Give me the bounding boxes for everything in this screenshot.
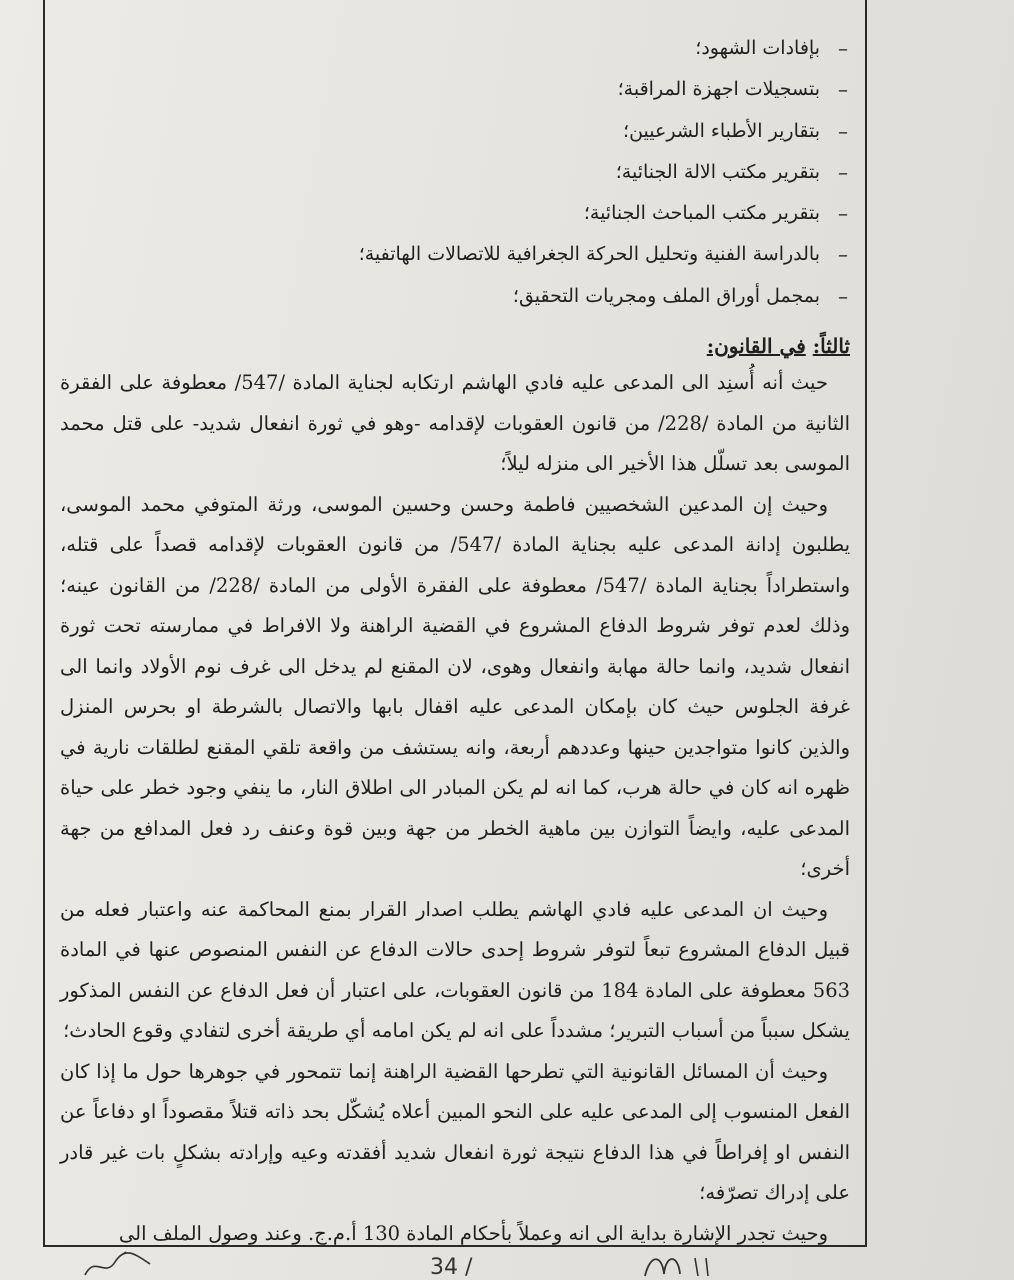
- bullet-dash-icon: –: [838, 159, 848, 184]
- section-title: في القانون:: [706, 334, 806, 359]
- page-number: 34 /: [430, 1255, 473, 1280]
- paragraph: وحيث ان المدعى عليه فادي الهاشم يطلب اصدار القرار بمنع المحاكمة عنه واعتبار فعله من قبيل الدفاع المشروع تبعاً لتوفر شروط إحدى حالات الدفاع عن النفس المنصوص عنها في المادة 563 معطوفة على المادة 184 من قانون العقوبات، على اعتبار أن فعل الدفاع عن النفس المذكور يشكل سبباً من أسباب التبرير؛ مشدداً على انه لم يكن امامه أي طريقة أخرى لتفادي وقوع الحادث؛: [60, 897, 851, 1043]
- list-item: [60, 152, 850, 193]
- bullet-dash-icon: –: [838, 201, 848, 226]
- list-item-text: بتقارير الأطباء الشرعيين؛: [623, 119, 820, 142]
- paragraph: وحيث أن المسائل القانونية التي تطرحها القضية الراهنة إنما تتمحور في جوهرها حول ما إذا كان الفعل المنسوب إلى المدعى عليه على النحو المبين أعلاه يُشكّل بحد ذاته قتلاً مقصوداً او دفاعاً عن النفس او إفراطاً في هذا الدفاع نتيجة ثورة انفعال شديد أفقدته وعيه وإرادته بشكلٍ بات غير قادر على إدراك تصرّفه؛: [60, 1059, 850, 1205]
- list-item-text: بتقرير مكتب الالة الجنائية؛: [615, 160, 820, 183]
- bullet-dash-icon: –: [838, 36, 848, 60]
- document-body: [60, 28, 850, 1254]
- bullet-dash-icon: –: [838, 283, 848, 308]
- list-item: [60, 276, 850, 317]
- section-number: ثالثاً:: [812, 334, 850, 359]
- paragraph: حيث أنه أُسنِد الى المدعى عليه فادي الهاشم ارتكابه لجناية المادة /547/ معطوفة على الفقرة الثانية من المادة /228/ من قانون العقوبات لإقدامه -وهو في ثورة انفعال شديد- على قتل محمد الموسى بعد تسلّل هذا الأخير الى منزله ليلاً؛: [60, 371, 850, 476]
- list-item-text: بتقرير مكتب المباحث الجنائية؛: [583, 202, 820, 225]
- paragraph: وحيث إن المدعين الشخصيين فاطمة وحسن وحسين الموسى، ورثة المتوفي محمد الموسى، يطلبون إدانة المدعى عليه بجناية المادة /547/ من قانون العقوبات لإقدامه قصداً على قتله، واستطراداً بجناية المادة /547/ معطوفة على الفقرة الأولى من المادة /228/ من القانون عينه؛ وذلك لعدم توفر شروط الدفاع المشروع في القضية الراهنة ولا الافراط في ممارسته تحت ثورة انفعال شديد، وانما حالة مهابة وانفعال وهوى، لان المقنع لم يدخل الى غرف نوم الأولاد وانما الى غرفة الجلوس حيث كان بإمكان المدعى عليه اقفال بابها والاتصال بالشرطة او بحرس المنزل والذين كانوا متواجدين حينها وعددهم أربعة، وانه يستشف من واقعة تلقي المقنع لطلقات نارية في ظهره انه كان في حالة هرب، كما انه لم يكن المبادر الى اطلاق النار، ما ينفي وجود خطر على حياة المدعى عليه، وايضاً التوازن بين ماهية الخطر من جهة وبين قوة وعنف رد فعل المدافع من جهة أخرى؛: [60, 492, 850, 881]
- list-item-text: بالدراسة الفنية وتحليل الحركة الجغرافية للاتصالات الهاتفية؛: [358, 243, 820, 266]
- paragraph: وحيث تجدر الإشارة بداية الى انه وعملاً بأحكام المادة 130 أ.م.ج. وعند وصول الملف الى: [118, 1221, 828, 1245]
- list-item-text: بمجمل أوراق الملف ومجريات التحقيق؛: [512, 284, 820, 307]
- list-item-text: بتسجيلات اجهزة المراقبة؛: [617, 78, 820, 101]
- bullet-dash-icon: –: [838, 242, 848, 267]
- list-item: [60, 193, 850, 234]
- evidence-list: [60, 28, 850, 317]
- signature-left-icon: [80, 1250, 160, 1280]
- list-item: [60, 69, 850, 110]
- list-item: [60, 111, 850, 152]
- list-item-text: بإفادات الشهود؛: [695, 37, 820, 59]
- bullet-dash-icon: –: [838, 118, 848, 143]
- bullet-dash-icon: –: [838, 77, 848, 102]
- page-footer: [0, 1250, 1014, 1280]
- list-item: [60, 234, 850, 275]
- section-heading: [60, 329, 850, 363]
- list-item: [60, 28, 850, 69]
- signature-right-icon: [640, 1250, 730, 1280]
